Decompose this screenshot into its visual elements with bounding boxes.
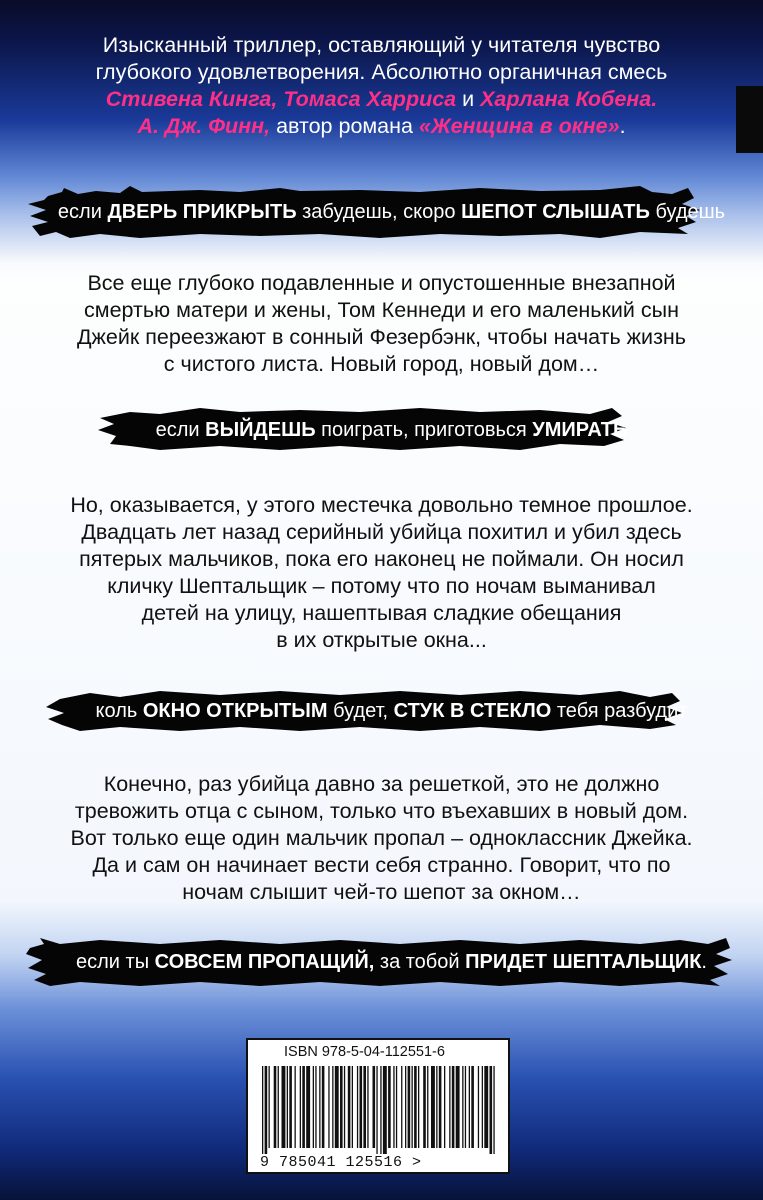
blurb-attribution-end: . [619, 114, 626, 138]
blurb-attribution-text: автор романа [270, 114, 419, 138]
isbn-label: ISBN 978-5-04-112551-6 [284, 1044, 445, 1060]
barcode-bars [262, 1066, 498, 1154]
blurb-attribution-name: А. Дж. Финн, [137, 114, 271, 138]
brush-banner-3 [0, 683, 763, 741]
banner-2-text: если ВЫЙДЕШЬ поиграть, приготовься УМИРАТЬ [155, 419, 628, 441]
brush-banner-1 [0, 182, 763, 244]
blurb-authors-a: Стивена Кинга, Томаса Харриса [105, 87, 457, 111]
banner-3-text: коль ОКНО ОТКРЫТЫМ будет, СТУК В СТЕКЛО тебя разбудит [95, 700, 688, 722]
isbn-barcode-box [246, 1038, 510, 1174]
description-paragraph-3: Конечно, раз убийца давно за решеткой, это не должно тревожить отца с сыном, только что въехавших в новый дом. Вот только еще один мальчик пропал – одноклассник Джейка. Да и сам он начинает вести себя странно. Говорит, что по ночам слышит чей-то шепот за окном… [70, 772, 693, 904]
blurb-line-2: глубокого удовлетворения. Абсолютно органичная смесь [95, 60, 668, 84]
blurb-line-1: Изысканный триллер, оставляющий у читателя чувство [102, 33, 661, 57]
blurb-attribution-book: «Женщина в окне» [418, 114, 620, 138]
barcode-digits: 9 785041 125516 > [260, 1154, 422, 1171]
blurb-and: и [456, 87, 481, 111]
banner-1-text: если ДВЕРЬ ПРИКРЫТЬ забудешь, скоро ШЕПОТ СЛЫШАТЬ будешь [57, 201, 726, 223]
praise-blurb [0, 32, 763, 140]
description-paragraph-2: Но, оказывается, у этого местечка довольно темное прошлое. Двадцать лет назад серийный убийца похитил и убил здесь пятерых мальчиков, пока его наконец не поймали. Он носил кличку Шептальщик – потому что по ночам выманивал детей на улицу, нашептывая сладкие обещания в их открытые окна... [70, 493, 693, 652]
blurb-authors-b: Харлана Кобена. [480, 87, 658, 111]
description-paragraph-1: Все еще глубоко подавленные и опустошенные внезапной смертью матери и жены, Том Кеннеди и его маленький сын Джейк переезжают в сонный Фезербэнк, чтобы начать жизнь с чистого листа. Новый город, новый дом… [76, 271, 686, 376]
brush-banner-2 [0, 400, 763, 460]
banner-4-text: если ты СОВСЕМ ПРОПАЩИЙ, за тобой ПРИДЕТ ШЕПТАЛЬЩИК. [76, 951, 707, 973]
brush-banner-4 [0, 932, 763, 994]
